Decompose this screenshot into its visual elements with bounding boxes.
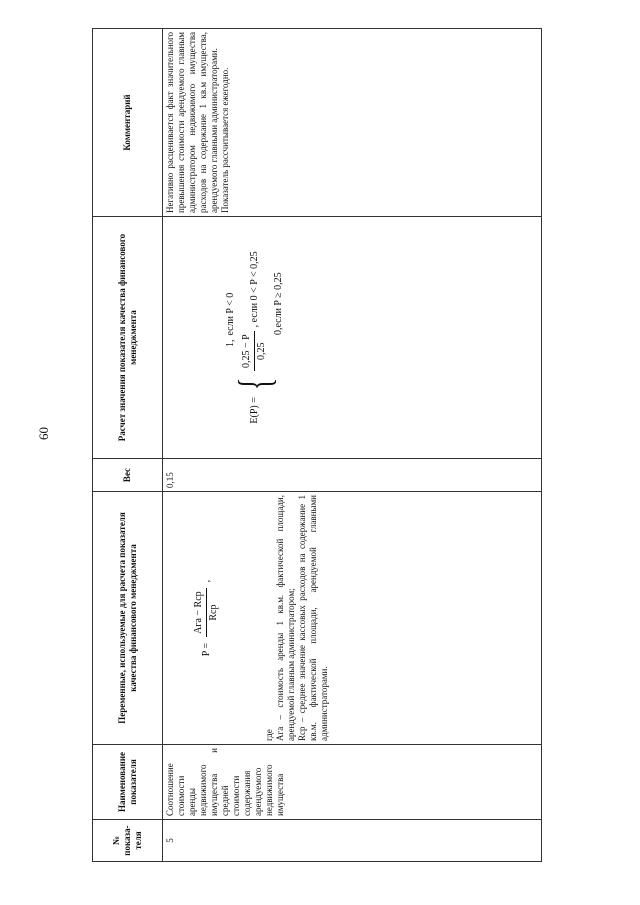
cell-indicator-name: Соотношение стоимости аренды недвижимого имущества и средней стоимости содержания арендуемого недвижимого имущества	[163, 745, 542, 820]
calc-case-2-condition: , если 0 < P < 0,25	[248, 251, 260, 328]
formula-p-fraction	[193, 588, 220, 637]
formula-p-numerator: Ага − Rср	[193, 588, 207, 637]
calc-case-2-fraction	[241, 331, 268, 371]
calc-case-1-value: 1,	[225, 339, 236, 348]
header-variables: Переменные, используемые для расчета показателя качества финансового менеджмента	[93, 492, 163, 745]
page-number: 60	[36, 427, 51, 440]
rotated-page-content	[92, 29, 542, 862]
cell-variables	[163, 492, 542, 745]
formula-p-lhs: P =	[200, 642, 212, 657]
cell-calculation	[163, 217, 542, 459]
table-header-row	[93, 29, 163, 862]
header-weight: Вес	[93, 459, 163, 492]
comment-paragraph-1: Негативно расценивается факт значительного превышения стоимости арендуемого главным администратором недвижимого имущества расходов на содержание 1 кв.м имущества, арендуемого главными администраторами.	[165, 32, 219, 213]
calc-lhs: E(P) =	[248, 397, 260, 424]
calc-case-2-numerator: 0,25 − P	[241, 331, 255, 371]
formula-p-denominator: Rср	[208, 604, 220, 621]
variable-aga-description: Ага – стоимость аренды 1 кв.м. фактической площади, арендуемой главным администратором;	[275, 495, 297, 741]
cell-comment	[163, 29, 542, 217]
calc-case-1	[225, 251, 237, 371]
table-row	[163, 29, 542, 862]
formula-p-tail: ,	[200, 579, 212, 583]
indicator-table	[92, 28, 542, 862]
cell-number: 5	[163, 820, 542, 862]
calc-case-3-text: 0,если P ≥ 0,25	[272, 272, 284, 336]
calc-case-2	[241, 251, 268, 371]
calc-case-1-condition: если P < 0	[225, 292, 236, 336]
cell-weight: 0,15	[163, 459, 542, 492]
left-brace-symbol: {	[228, 378, 280, 391]
variables-where: где	[264, 729, 275, 741]
calc-case-3	[273, 251, 285, 371]
header-calculation: Расчет значения показателя качества финансового менеджмента	[93, 217, 163, 459]
variables-description	[264, 495, 330, 741]
calc-cases	[225, 251, 285, 371]
header-name: Наименование показателя	[93, 745, 163, 820]
header-number: № показа- теля	[93, 820, 163, 862]
formula-p	[193, 495, 220, 741]
header-comment: Комментарий	[93, 29, 163, 217]
calc-formula	[225, 220, 285, 455]
variable-rsr-description: Rср – среднее значение кассовых расходов на содержание 1 кв.м. фактической площади, арендуемой главными администраторами.	[297, 495, 330, 741]
comment-paragraph-2: Показатель рассчитывается ежегодно.	[219, 67, 230, 213]
calc-case-2-denominator: 0,25	[256, 342, 268, 360]
